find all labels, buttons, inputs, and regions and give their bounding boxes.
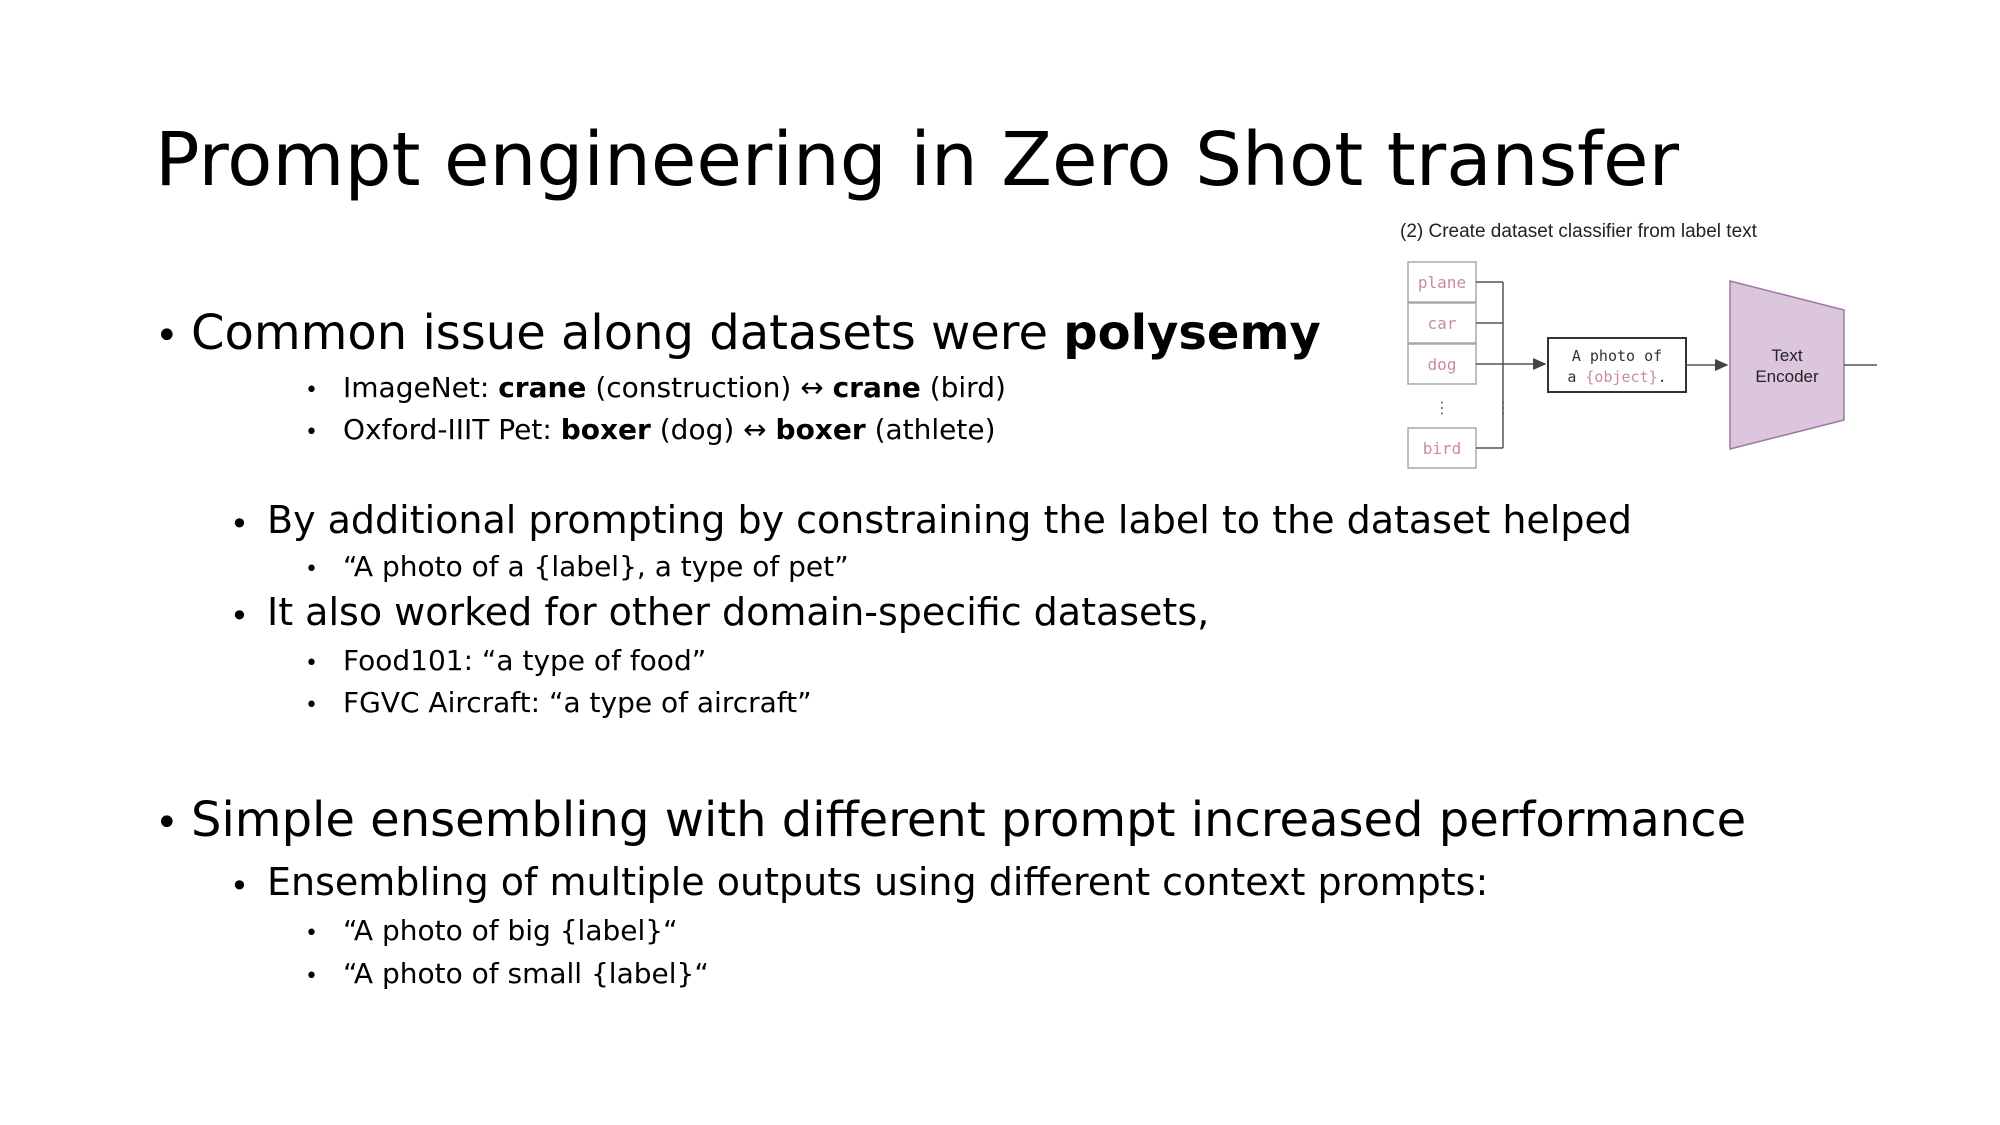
diagram-graphic xyxy=(1395,215,1880,480)
example-food101: Food101: “a type of food” xyxy=(343,644,707,677)
label-box-car xyxy=(1408,303,1476,343)
bullet-dot: • xyxy=(305,921,318,946)
ellipsis-icon: ⋮ xyxy=(1495,398,1511,417)
label-box-bird xyxy=(1408,428,1476,468)
label-box-plane xyxy=(1408,262,1476,302)
text-encoder xyxy=(1730,281,1844,449)
bullet-dot: • xyxy=(230,597,249,635)
bullet-dot: • xyxy=(305,693,318,718)
prompt-template-box xyxy=(1548,338,1686,392)
label-car: car xyxy=(1427,314,1457,333)
example-imagenet xyxy=(343,373,1006,404)
example-prefix: Oxford-IIIT Pet: xyxy=(343,413,561,446)
bullet-domain: It also worked for other domain-specific datasets, xyxy=(267,590,1210,634)
example-pet-prompt: “A photo of a {label}, a type of pet” xyxy=(343,550,849,583)
bullet-dot: • xyxy=(305,964,318,989)
encoder-label-line2: Encoder xyxy=(1755,367,1819,386)
bullet-dot: • xyxy=(155,313,179,359)
ellipsis-icon: ⋮ xyxy=(1434,398,1450,417)
bullet-polysemy-text: Common issue along datasets were xyxy=(191,305,1064,361)
example-word: crane xyxy=(832,371,921,404)
connector-lines xyxy=(1476,282,1545,448)
bullet-dot: • xyxy=(305,557,318,582)
bullet-dot: • xyxy=(305,651,318,676)
example-fgvc-aircraft: FGVC Aircraft: “a type of aircraft” xyxy=(343,686,812,719)
example-oxford-pet xyxy=(343,415,996,446)
example-mid: (dog) ↔ xyxy=(650,413,776,446)
bullet-polysemy-bold: polysemy xyxy=(1063,305,1321,361)
label-bird: bird xyxy=(1422,439,1462,458)
bullet-dot: • xyxy=(230,505,249,543)
bullet-dot: • xyxy=(230,867,249,905)
example-mid: (construction) ↔ xyxy=(586,371,833,404)
bullet-dot: • xyxy=(305,378,318,403)
bullet-dot: • xyxy=(305,420,318,445)
classifier-diagram xyxy=(1395,215,1880,480)
example-small-label: “A photo of small {label}“ xyxy=(343,957,709,990)
bullet-dot: • xyxy=(155,800,179,846)
label-dog: dog xyxy=(1427,355,1457,374)
example-word: boxer xyxy=(775,413,866,446)
bullet-ensemble: Simple ensembling with different prompt increased performance xyxy=(191,792,1747,848)
encoder-shape xyxy=(1730,281,1844,449)
example-big-label: “A photo of big {label}“ xyxy=(343,914,678,947)
example-suffix: (athlete) xyxy=(865,413,996,446)
label-plane: plane xyxy=(1417,273,1467,292)
example-suffix: (bird) xyxy=(920,371,1006,404)
bullet-constraint: By additional prompting by constraining the label to the dataset helped xyxy=(267,498,1632,542)
example-word: boxer xyxy=(560,413,651,446)
bullet-ensemble-sub: Ensembling of multiple outputs using different context prompts: xyxy=(267,860,1489,904)
prompt-line-2: a {object}. xyxy=(1567,368,1667,386)
label-box-dog xyxy=(1408,344,1476,384)
example-prefix: ImageNet: xyxy=(343,371,499,404)
slide-title: Prompt engineering in Zero Shot transfer xyxy=(155,117,1680,203)
example-word: crane xyxy=(498,371,587,404)
diagram-caption: (2) Create dataset classifier from label text xyxy=(1400,221,1757,242)
encoder-label-line1: Text xyxy=(1771,346,1803,365)
prompt-line-1: A photo of xyxy=(1571,347,1663,365)
bullet-polysemy xyxy=(191,307,1321,360)
